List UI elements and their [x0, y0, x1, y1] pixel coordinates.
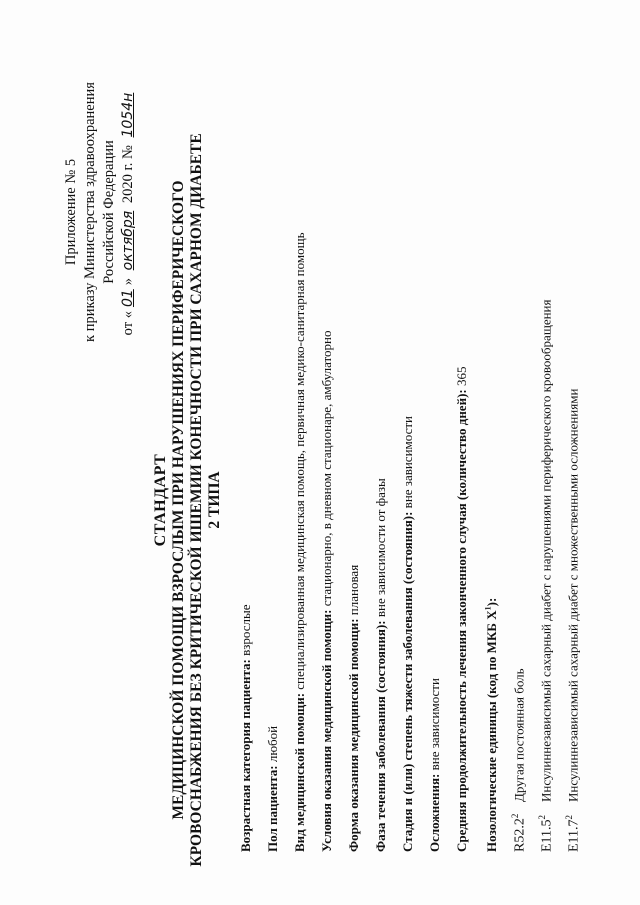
field-duration: Средняя продолжительность лечения законченного случая (количество дней): 365: [454, 366, 469, 852]
field-phase: Фаза течения заболевания (состояния): вне зависимости от фазы: [373, 478, 388, 852]
federation-line: Российской Федерации: [101, 140, 117, 284]
title-line-3: 2 ТИПА: [206, 471, 223, 529]
icd-code-list: [508, 62, 589, 852]
field-stage: Стадия и (или) степень тяжести заболевания (состояния): вне зависимости: [400, 416, 415, 852]
date-prefix: от «: [120, 311, 136, 336]
title-standard: СТАНДАРТ: [152, 453, 169, 547]
nosology-heading: Нозологические единицы (код по МКБ $X^1$):: [484, 597, 500, 852]
standard-body: [238, 62, 589, 852]
order-line: к приказу Министерства здравоохранения: [82, 82, 98, 342]
year-text: 2020 г. №: [120, 145, 136, 204]
field-care-form: Форма оказания медицинской помощи: плановая: [346, 564, 361, 852]
title-line-2: КРОВОСНАБЖЕНИЯ БЕЗ КРИТИЧЕСКОЙ ИШЕМИИ КОНЕЧНОСТИ ПРИ САХАРНОМ ДИАБЕТЕ: [188, 133, 205, 867]
date-mid: »: [120, 277, 136, 286]
order-date-line: [119, 62, 138, 362]
handwritten-month: октября: [120, 210, 136, 271]
field-complications: Осложнения: вне зависимости: [427, 678, 442, 852]
rotated-sheet: [48, 40, 608, 880]
field-care-type: Вид медицинской помощи: специализированная медицинская помощь, первичная медико-санитарная помощь: [292, 232, 307, 852]
field-age: Возрастная категория пациента: взрослые: [238, 604, 253, 852]
icd-code-row: R52.2$^2$Другая постоянная боль: [510, 668, 528, 852]
field-sex: Пол пациента: любой: [265, 725, 280, 852]
icd-code-row: E11.5$^2$Инсулиннезависимый сахарный диабет с нарушениями периферического кровообращения: [537, 299, 555, 852]
handwritten-number: 1054н: [120, 92, 136, 138]
appendix-number: Приложение № 5: [63, 158, 79, 266]
handwritten-day: 01: [120, 289, 136, 308]
title-line-1: МЕДИЦИНСКОЙ ПОМОЩИ ВЗРОСЛЫМ ПРИ НАРУШЕНИЯХ ПЕРИФЕРИЧЕСКОГО: [170, 180, 187, 820]
approval-block: [62, 62, 138, 362]
standard-title: [152, 120, 224, 880]
field-care-conditions: Условия оказания медицинской помощи: стационарно, в дневном стационаре, амбулаторно: [319, 330, 334, 852]
icd-code-row: E11.7$^2$Инсулиннезависимый сахарный диабет с множественными осложнениями: [564, 388, 582, 852]
